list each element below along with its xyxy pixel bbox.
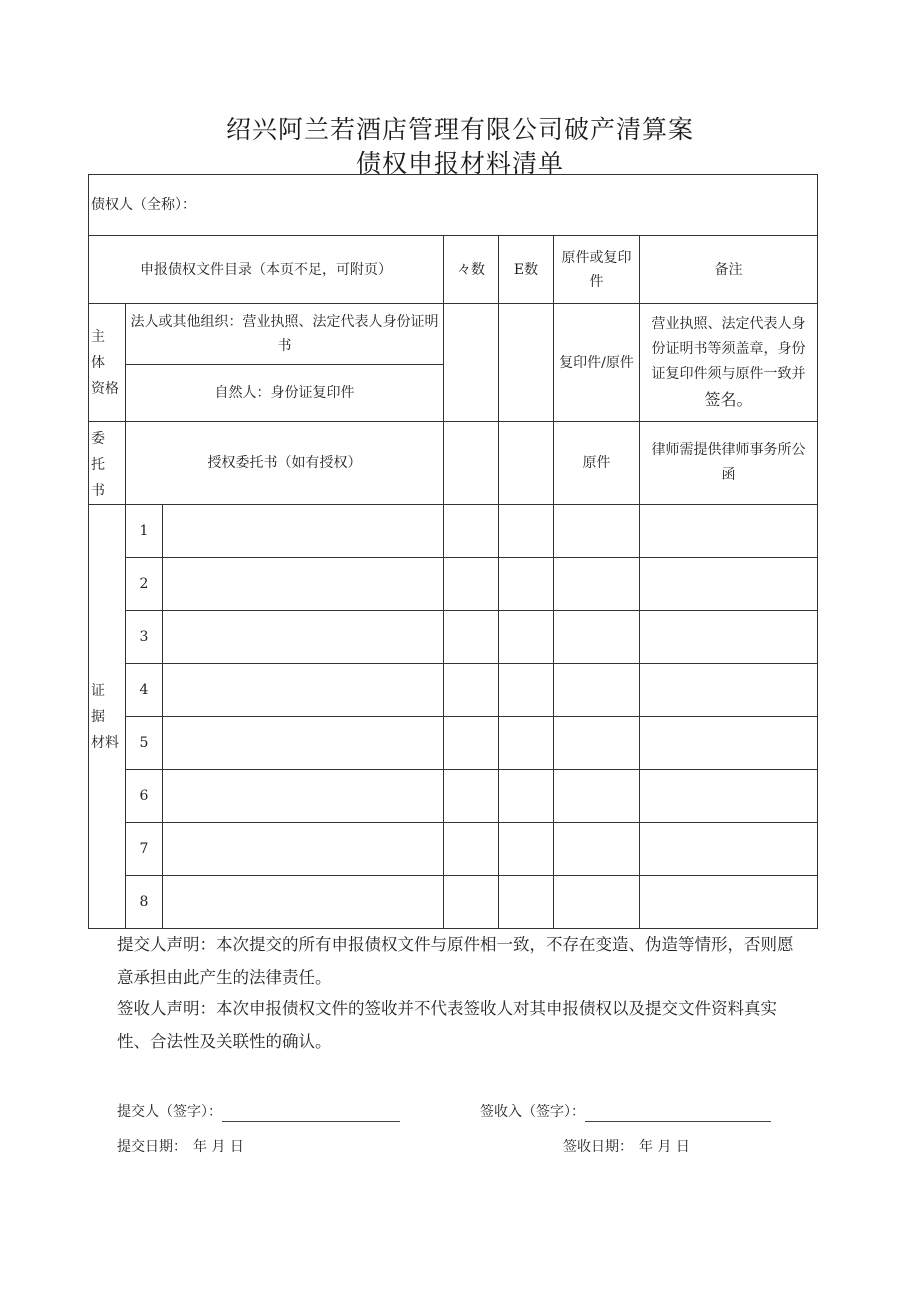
evidence-row bbox=[89, 611, 818, 664]
evidence-number: 6 bbox=[126, 770, 163, 823]
evidence-type-cell[interactable] bbox=[554, 876, 640, 929]
evidence-pages-cell[interactable] bbox=[499, 717, 554, 770]
evidence-remark-cell[interactable] bbox=[640, 611, 818, 664]
receive-date-value[interactable]: 年 月 日 bbox=[639, 1139, 690, 1155]
evidence-item-cell[interactable] bbox=[163, 558, 444, 611]
evidence-number: 7 bbox=[126, 823, 163, 876]
entrust-item: 授权委托书（如有授权） bbox=[126, 422, 444, 505]
evidence-row bbox=[89, 717, 818, 770]
subject-natural-person: 自然人：身份证复印件 bbox=[126, 365, 444, 422]
evidence-row bbox=[89, 823, 818, 876]
header-copies: 々数 bbox=[444, 236, 499, 304]
creditor-label: 债权人（全称）： bbox=[91, 197, 196, 213]
evidence-item-cell[interactable] bbox=[163, 770, 444, 823]
evidence-remark-cell[interactable] bbox=[640, 770, 818, 823]
receiver-declaration: 签收人声明：本次申报债权文件的签收并不代表签收人对其申报债权以及提交文件资料真实性、合法性及关联性的确认。 bbox=[117, 999, 777, 1051]
evidence-item-cell[interactable] bbox=[163, 876, 444, 929]
evidence-remark-cell[interactable] bbox=[640, 664, 818, 717]
evidence-copies-cell[interactable] bbox=[444, 505, 499, 558]
evidence-type-cell[interactable] bbox=[554, 717, 640, 770]
evidence-pages-cell[interactable] bbox=[499, 505, 554, 558]
evidence-type-cell[interactable] bbox=[554, 611, 640, 664]
receiver-signature-line[interactable] bbox=[585, 1107, 771, 1122]
subject-legal-person: 法人或其他组织：营业执照、法定代表人身份证明书 bbox=[126, 304, 444, 365]
evidence-row bbox=[89, 505, 818, 558]
evidence-copies-cell[interactable] bbox=[444, 823, 499, 876]
submitter-signature-line[interactable] bbox=[222, 1107, 400, 1122]
evidence-number: 4 bbox=[126, 664, 163, 717]
evidence-type-cell[interactable] bbox=[554, 664, 640, 717]
evidence-number: 2 bbox=[126, 558, 163, 611]
evidence-row bbox=[89, 770, 818, 823]
header-pages: E数 bbox=[499, 236, 554, 304]
evidence-remark-cell[interactable] bbox=[640, 876, 818, 929]
creditor-name-field[interactable] bbox=[89, 175, 818, 236]
evidence-remark-cell[interactable] bbox=[640, 505, 818, 558]
document-title: 绍兴阿兰若酒店管理有限公司破产清算案 bbox=[225, 115, 694, 144]
submitter-signature bbox=[117, 1102, 400, 1122]
subject-category: 主 体 资格 bbox=[89, 304, 126, 422]
submit-date bbox=[117, 1137, 244, 1157]
header-remarks: 备注 bbox=[640, 236, 818, 304]
evidence-item-cell[interactable] bbox=[163, 717, 444, 770]
evidence-pages-cell[interactable] bbox=[499, 664, 554, 717]
header-directory: 申报债权文件目录（本页不足，可附页） bbox=[89, 236, 444, 304]
evidence-type-cell[interactable] bbox=[554, 505, 640, 558]
evidence-copies-cell[interactable] bbox=[444, 876, 499, 929]
evidence-item-cell[interactable] bbox=[163, 664, 444, 717]
evidence-item-cell[interactable] bbox=[163, 611, 444, 664]
subject-pages-cell[interactable] bbox=[499, 304, 554, 422]
evidence-number: 3 bbox=[126, 611, 163, 664]
evidence-copies-cell[interactable] bbox=[444, 611, 499, 664]
evidence-item-cell[interactable] bbox=[163, 823, 444, 876]
submit-date-value[interactable]: 年 月 日 bbox=[193, 1139, 244, 1155]
evidence-type-cell[interactable] bbox=[554, 770, 640, 823]
evidence-item-cell[interactable] bbox=[163, 505, 444, 558]
submitter-sign-label: 提交人（签字）： bbox=[117, 1104, 222, 1120]
evidence-type-cell[interactable] bbox=[554, 558, 640, 611]
receiver-signature bbox=[480, 1102, 771, 1122]
evidence-remark-cell[interactable] bbox=[640, 823, 818, 876]
subject-copies-cell[interactable] bbox=[444, 304, 499, 422]
subject-remark-part1: 营业执照、法定代表人身份证明书等须盖章，身份证复印件须与原件一致并 bbox=[651, 315, 806, 382]
entrust-category: 委 托 书 bbox=[89, 422, 126, 505]
evidence-copies-cell[interactable] bbox=[444, 770, 499, 823]
evidence-copies-cell[interactable] bbox=[444, 558, 499, 611]
evidence-number: 8 bbox=[126, 876, 163, 929]
receiver-sign-label: 签收入（签字）： bbox=[480, 1104, 585, 1120]
evidence-pages-cell[interactable] bbox=[499, 876, 554, 929]
entrust-type: 原件 bbox=[554, 422, 640, 505]
claim-materials-table bbox=[88, 174, 818, 929]
subject-type: 复印件/原件 bbox=[554, 304, 640, 422]
evidence-row bbox=[89, 558, 818, 611]
evidence-row bbox=[89, 876, 818, 929]
evidence-type-cell[interactable] bbox=[554, 823, 640, 876]
receive-date bbox=[563, 1137, 690, 1157]
header-original-or-copy: 原件或复印件 bbox=[554, 236, 640, 304]
evidence-pages-cell[interactable] bbox=[499, 611, 554, 664]
evidence-pages-cell[interactable] bbox=[499, 770, 554, 823]
evidence-row bbox=[89, 664, 818, 717]
entrust-copies-cell[interactable] bbox=[444, 422, 499, 505]
document-subtitle: 债权申报材料清单 bbox=[355, 149, 564, 178]
submit-date-label: 提交日期： bbox=[117, 1139, 187, 1155]
evidence-copies-cell[interactable] bbox=[444, 664, 499, 717]
entrust-remark: 律师需提供律师事务所公函 bbox=[640, 422, 818, 505]
evidence-remark-cell[interactable] bbox=[640, 558, 818, 611]
subject-remark-part2: 签名。 bbox=[704, 389, 753, 409]
subject-remark bbox=[640, 304, 818, 422]
evidence-pages-cell[interactable] bbox=[499, 558, 554, 611]
entrust-pages-cell[interactable] bbox=[499, 422, 554, 505]
evidence-number: 5 bbox=[126, 717, 163, 770]
receive-date-label: 签收日期： bbox=[563, 1139, 633, 1155]
evidence-pages-cell[interactable] bbox=[499, 823, 554, 876]
evidence-remark-cell[interactable] bbox=[640, 717, 818, 770]
evidence-copies-cell[interactable] bbox=[444, 717, 499, 770]
evidence-category: 证 据 材料 bbox=[89, 505, 126, 929]
submitter-declaration: 提交人声明：本次提交的所有申报债权文件与原件相一致，不存在变造、伪造等情形，否则愿意承担由此产生的法律责任。 bbox=[117, 935, 794, 987]
evidence-number: 1 bbox=[126, 505, 163, 558]
